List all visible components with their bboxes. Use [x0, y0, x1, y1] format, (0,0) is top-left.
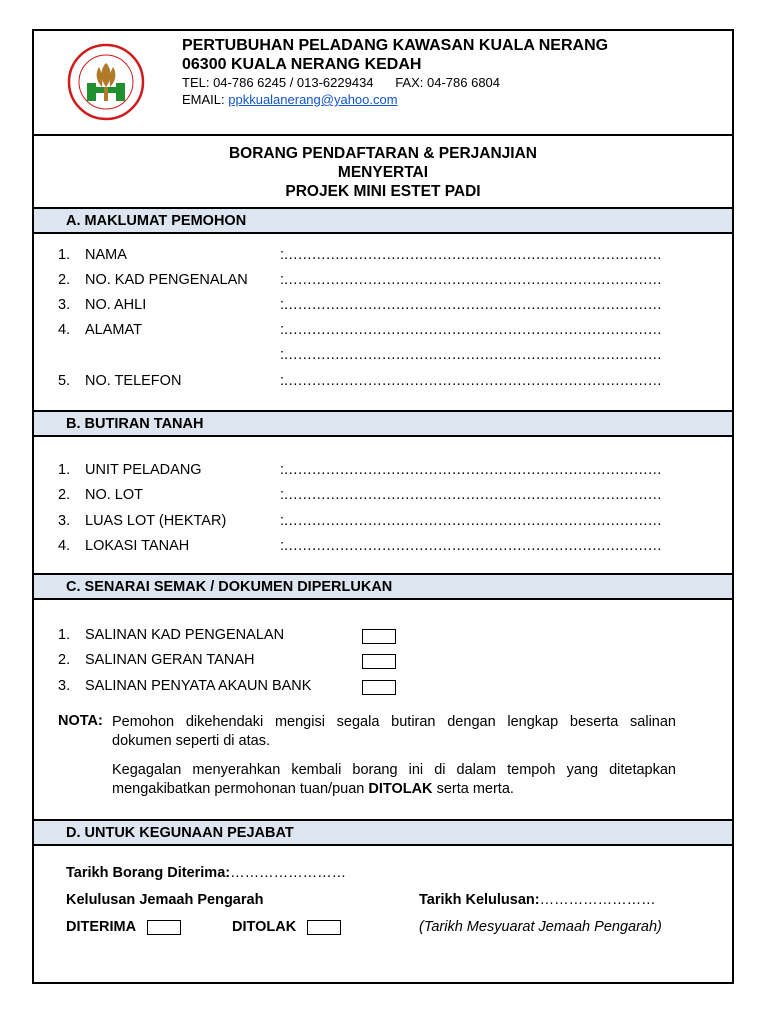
email-link[interactable]: ppkkualanerang@yahoo.com — [228, 92, 398, 107]
field-lokasi-tanah: 4. LOKASI TANAH — [58, 538, 190, 554]
org-name: PERTUBUHAN PELADANG KAWASAN KUALA NERANG — [182, 37, 609, 54]
field-unit-peladang-input[interactable]: :……………………………………………………………………… — [280, 462, 662, 478]
field-no-telefon: 5. NO. TELEFON — [58, 373, 182, 389]
tarikh-borang-diterima: Tarikh Borang Diterima:…………………… — [66, 865, 347, 881]
field-luas-lot-input[interactable]: :……………………………………………………………………… — [280, 513, 662, 529]
nota-label: NOTA: — [58, 713, 103, 729]
email-label: EMAIL: — [182, 92, 229, 107]
section-b-heading — [34, 410, 732, 437]
section-a-heading — [34, 207, 732, 234]
org-tel-fax: TEL: 04-786 6245 / 013-6229434 FAX: 04-786 6804 — [182, 75, 501, 90]
checklist-item-penyata-bank: 3. SALINAN PENYATA AKAUN BANK — [58, 678, 312, 694]
field-unit-peladang: 1. UNIT PELADANG — [58, 462, 202, 478]
field-lokasi-tanah-input[interactable]: :……………………………………………………………………… — [280, 538, 662, 554]
tarikh-borang-input[interactable]: …………………… — [230, 865, 347, 881]
field-nama-input[interactable]: :……………………………………………………………………… — [280, 247, 662, 263]
checkbox-ditolak[interactable] — [307, 920, 341, 935]
kelulusan-jemaah-pengarah: Kelulusan Jemaah Pengarah — [66, 892, 264, 908]
section-c-heading — [34, 573, 732, 600]
field-alamat-input-2[interactable]: :……………………………………………………………………… — [280, 347, 662, 363]
section-b-title: B. BUTIRAN TANAH — [66, 416, 204, 432]
peladang-logo-icon — [67, 43, 145, 121]
field-kad-pengenalan: 2. NO. KAD PENGENALAN — [58, 272, 248, 288]
tarikh-kelulusan-input[interactable]: …………………… — [539, 892, 656, 908]
form-title-line1: BORANG PENDAFTARAN & PERJANJIAN — [228, 145, 537, 162]
checkbox-kad-pengenalan[interactable] — [362, 629, 396, 644]
org-email-line — [182, 92, 398, 107]
form-title-line2: MENYERTAI — [337, 164, 429, 181]
field-alamat-input-1[interactable]: :……………………………………………………………………… — [280, 322, 662, 338]
tarikh-kelulusan: Tarikh Kelulusan:…………………… — [419, 892, 656, 908]
checklist-item-geran-tanah: 2. SALINAN GERAN TANAH — [58, 652, 255, 668]
tarikh-mesyuarat-note: (Tarikh Mesyuarat Jemaah Pengarah) — [419, 919, 662, 935]
form-title-line3: PROJEK MINI ESTET PADI — [285, 183, 481, 200]
checklist-item-kad-pengenalan: 1. SALINAN KAD PENGENALAN — [58, 627, 285, 643]
field-no-ahli: 3. NO. AHLI — [58, 297, 147, 313]
section-d-heading — [34, 819, 732, 846]
section-d-title: D. UNTUK KEGUNAAN PEJABAT — [66, 825, 294, 841]
field-luas-lot: 3. LUAS LOT (HEKTAR) — [58, 513, 227, 529]
field-no-telefon-input[interactable]: :……………………………………………………………………… — [280, 373, 662, 389]
field-no-lot: 2. NO. LOT — [58, 487, 144, 503]
form-frame — [32, 29, 734, 984]
section-c-title: C. SENARAI SEMAK / DOKUMEN DIPERLUKAN — [66, 579, 393, 595]
field-alamat: 4. ALAMAT — [58, 322, 142, 338]
field-nama: 1. NAMA — [58, 247, 127, 263]
field-no-lot-input[interactable]: :……………………………………………………………………… — [280, 487, 662, 503]
diterima-label: DITERIMA — [66, 919, 137, 935]
letterhead — [34, 31, 732, 136]
ditolak-label: DITOLAK — [232, 919, 297, 935]
section-a-title: A. MAKLUMAT PEMOHON — [66, 213, 247, 229]
nota-text-2: Kegagalan menyerahkan kembali borang ini di dalam tempoh yang ditetapkan mengakibatkan permohonan tuan/puan DITOLAK serta merta. — [112, 762, 676, 797]
field-kad-pengenalan-input[interactable]: :……………………………………………………………………… — [280, 272, 662, 288]
nota-text-1: Pemohon dikehendaki mengisi segala butiran dengan lengkap beserta salinan dokumen seperti di atas. — [112, 714, 676, 749]
field-no-ahli-input[interactable]: :……………………………………………………………………… — [280, 297, 662, 313]
org-address: 06300 KUALA NERANG KEDAH — [182, 56, 422, 73]
checkbox-penyata-bank[interactable] — [362, 680, 396, 695]
checkbox-geran-tanah[interactable] — [362, 654, 396, 669]
checkbox-diterima[interactable] — [147, 920, 181, 935]
ditolak-emphasis: DITOLAK — [368, 781, 433, 797]
